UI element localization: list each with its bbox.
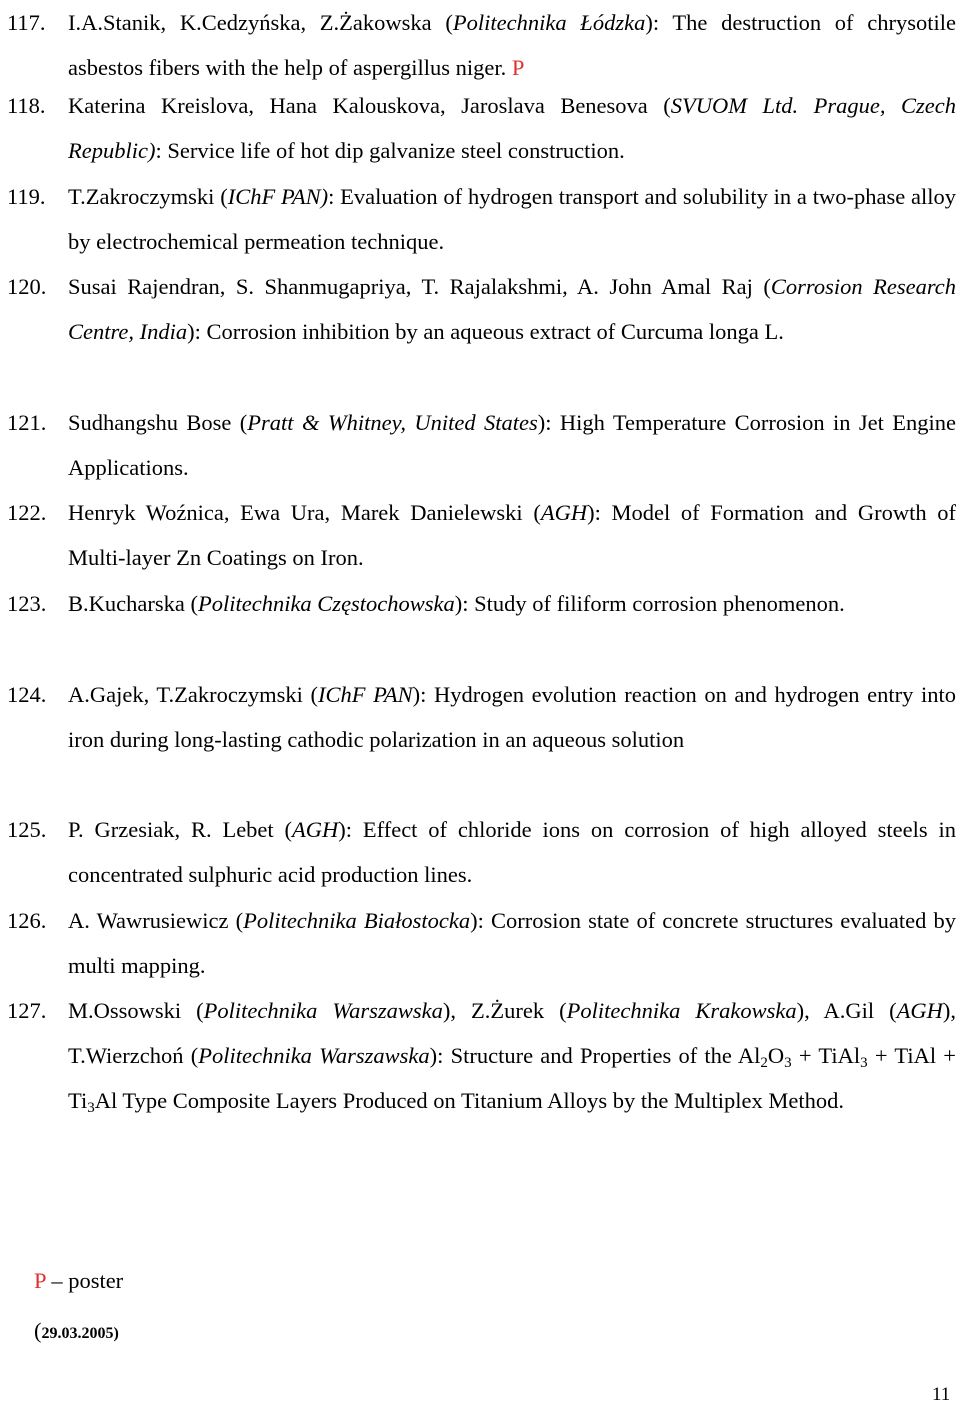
affiliation: AGH [896, 998, 943, 1023]
affiliation: Politechnika Krakowska [566, 998, 797, 1023]
entry-text [68, 581, 956, 626]
affiliation: Politechnika Białostocka [243, 908, 471, 933]
entry-text-segment: ): Corrosion inhibition by an aqueous extract of Curcuma longa L. [187, 319, 784, 344]
entry-text-segment: B.Kucharska ( [68, 591, 198, 616]
entry-text-segment: Susai Rajendran, S. Shanmugapriya, T. Rajalakshmi, A. John Amal Raj ( [68, 274, 771, 299]
entry-number: 123. [7, 591, 47, 616]
subscript: 2 [760, 1055, 768, 1071]
entry-text [68, 174, 956, 264]
entry-text-segment: ), Z.Żurek ( [442, 998, 567, 1023]
entry-text-segment: A. Wawrusiewicz ( [68, 908, 244, 933]
poster-legend [34, 1268, 123, 1294]
entry-text-segment: ): Model of Formation and Growth of Multi-layer Zn Coatings on Iron. [68, 500, 956, 570]
entry-text-segment: ): The destruction of chrysotile asbestos fibers with the help of aspergillus niger. [68, 10, 957, 80]
entry-text-segment: ), A.Gil ( [796, 998, 897, 1023]
affiliation: AGH [540, 500, 588, 525]
entry-text-segment: : Evaluation of hydrogen transport and solubility in a two-phase alloy by electrochemical permeation technique. [68, 184, 956, 254]
affiliation: SVUOM Ltd. Prague, Czech Republic) [68, 93, 956, 163]
entry-text-segment: Henryk Woźnica, Ewa Ura, Marek Danielewski ( [68, 500, 541, 525]
entry-text-segment: ): High Temperature Corrosion in Jet Engine Applications. [68, 410, 957, 480]
entry-text-segment: + TiAl [791, 1043, 861, 1068]
affiliation: Politechnika Łódzka [452, 10, 646, 35]
entry-text-segment: ), T.Wierzchoń ( [68, 998, 957, 1068]
entry-text-segment: A.Gajek, T.Zakroczymski ( [68, 682, 318, 707]
poster-marker: P [511, 55, 525, 80]
affiliation: Corrosion Research Centre, India [68, 274, 957, 344]
affiliation: Politechnika Częstochowska [197, 591, 455, 616]
entry-text-segment: Sudhangshu Bose ( [68, 410, 248, 435]
entry-text-segment: : Service life of hot dip galvanize steel construction. [155, 138, 625, 163]
entry-text [68, 898, 956, 988]
document-date [34, 1318, 119, 1344]
affiliation: IChF PAN) [227, 184, 329, 209]
entry-text [68, 83, 956, 173]
entry-text-segment: Katerina Kreislova, Hana Kalouskova, Jaroslava Benesova ( [68, 93, 671, 118]
entry-text [68, 400, 956, 490]
entry-number: 117. [7, 10, 46, 35]
entry-text-segment: T.Zakroczymski ( [68, 184, 228, 209]
entry-number: 120. [7, 274, 47, 299]
entry-text-segment: ): Corrosion state of concrete structures evaluated by multi mapping. [68, 908, 957, 978]
entry-number: 119. [7, 184, 46, 209]
entry-text [68, 0, 956, 90]
entry-text-segment: ): Study of filiform corrosion phenomenon. [454, 591, 845, 616]
page-number: 11 [932, 1384, 951, 1405]
entry-text-segment: Al Type Composite Layers Produced on Titanium Alloys by the Multiplex Method. [94, 1088, 844, 1113]
subscript: 3 [87, 1100, 95, 1116]
affiliation: AGH [292, 817, 339, 842]
entry-number: 122. [7, 500, 47, 525]
entry-text-segment: ): Structure and Properties of the Al [429, 1043, 761, 1068]
entry-text [68, 672, 956, 762]
entry-text-segment: I.A.Stanik, K.Cedzyńska, Z.Żakowska ( [68, 10, 453, 35]
entry-number: 126. [7, 908, 47, 933]
date-value: 29.03.2005) [41, 1325, 119, 1342]
entry-text [68, 807, 956, 897]
entry-number: 124. [7, 682, 47, 707]
entry-number: 118. [7, 93, 46, 118]
entry-text-segment: ): Hydrogen evolution reaction on and hydrogen entry into iron during long-lasting cathodic polarization in an aqueous solution [68, 682, 956, 752]
entry-number: 127. [7, 998, 47, 1023]
entry-text [68, 988, 956, 1123]
entry-number: 121. [7, 410, 47, 435]
affiliation: Politechnika Warszawska [198, 1043, 430, 1068]
entry-text-segment: O [767, 1043, 785, 1068]
affiliation: Pratt & Whitney, United States [247, 410, 538, 435]
affiliation: Politechnika Warszawska [203, 998, 443, 1023]
entry-text-segment: M.Ossowski ( [68, 998, 204, 1023]
date-paren: ( [34, 1318, 42, 1343]
entry-text-segment: + TiAl + Ti [68, 1043, 956, 1113]
subscript: 3 [860, 1055, 868, 1071]
entry-number: 125. [7, 817, 47, 842]
entry-text-segment: ): Effect of chloride ions on corrosion of high alloyed steels in concentrated sulphuric acid production lines. [68, 817, 956, 887]
poster-legend-text: – poster [51, 1268, 124, 1293]
entry-text [68, 490, 956, 580]
poster-marker: P [34, 1268, 46, 1293]
entry-text [68, 264, 956, 354]
affiliation: IChF PAN [317, 682, 413, 707]
subscript: 3 [784, 1055, 792, 1071]
entry-text-segment: P. Grzesiak, R. Lebet ( [68, 817, 293, 842]
